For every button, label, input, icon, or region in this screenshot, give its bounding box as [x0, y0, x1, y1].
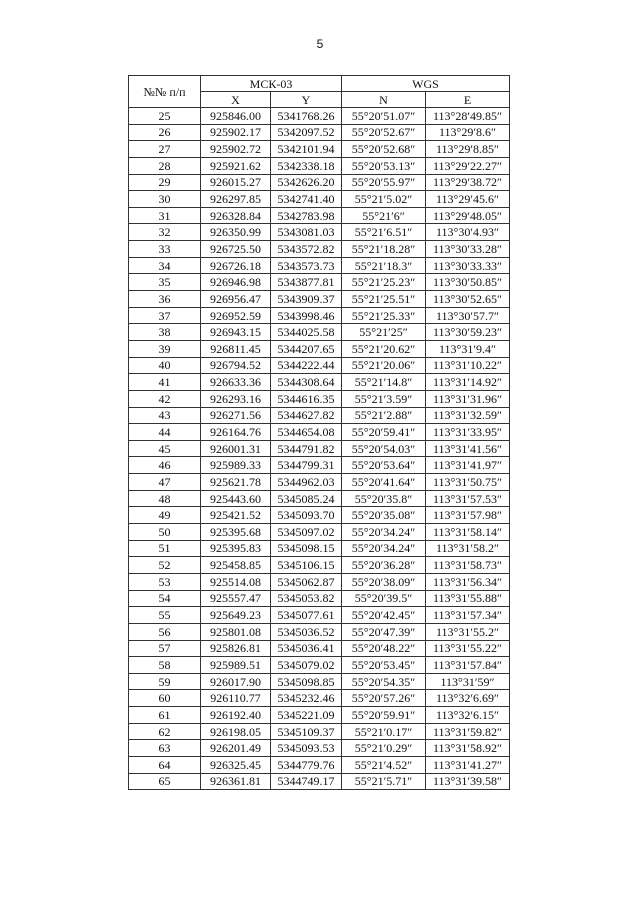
cell-x: 925421.52	[201, 507, 271, 524]
header-msk: МСК-03	[201, 76, 342, 92]
cell-number: 58	[129, 657, 201, 674]
cell-e: 113°29′45.6″	[426, 191, 510, 208]
cell-x: 925921.62	[201, 157, 271, 174]
table-row	[129, 673, 510, 690]
cell-x: 925514.08	[201, 573, 271, 590]
header-n: N	[342, 92, 426, 108]
cell-n: 55°20′59.91″	[342, 707, 426, 724]
cell-e: 113°30′33.28″	[426, 241, 510, 258]
table-row	[129, 274, 510, 291]
cell-y: 5345053.82	[271, 590, 342, 607]
cell-number: 31	[129, 207, 201, 224]
cell-n: 55°21′14.8″	[342, 374, 426, 391]
cell-x: 925557.47	[201, 590, 271, 607]
coordinates-table	[128, 75, 510, 790]
table-row	[129, 291, 510, 308]
cell-n: 55°20′42.45″	[342, 607, 426, 624]
cell-y: 5342101.94	[271, 141, 342, 158]
cell-y: 5344654.08	[271, 424, 342, 441]
cell-n: 55°20′52.68″	[342, 141, 426, 158]
cell-y: 5344799.31	[271, 457, 342, 474]
cell-x: 926794.52	[201, 357, 271, 374]
cell-y: 5342741.40	[271, 191, 342, 208]
cell-y: 5345232.46	[271, 690, 342, 707]
cell-x: 926633.36	[201, 374, 271, 391]
cell-x: 925846.00	[201, 108, 271, 125]
table-row	[129, 640, 510, 657]
cell-x: 926015.27	[201, 174, 271, 191]
cell-number: 57	[129, 640, 201, 657]
cell-e: 113°31′58.73″	[426, 557, 510, 574]
cell-n: 55°21′25.23″	[342, 274, 426, 291]
cell-n: 55°20′35.08″	[342, 507, 426, 524]
cell-y: 5343081.03	[271, 224, 342, 241]
cell-n: 55°20′38.09″	[342, 573, 426, 590]
cell-number: 55	[129, 607, 201, 624]
cell-number: 43	[129, 407, 201, 424]
cell-x: 925826.81	[201, 640, 271, 657]
cell-e: 113°31′41.27″	[426, 756, 510, 773]
cell-e: 113°31′14.92″	[426, 374, 510, 391]
cell-x: 926198.05	[201, 723, 271, 740]
cell-e: 113°29′38.72″	[426, 174, 510, 191]
table-row	[129, 507, 510, 524]
cell-n: 55°21′20.62″	[342, 340, 426, 357]
cell-x: 926361.81	[201, 773, 271, 790]
cell-x: 926271.56	[201, 407, 271, 424]
cell-e: 113°30′4.93″	[426, 224, 510, 241]
table-row	[129, 607, 510, 624]
cell-number: 42	[129, 390, 201, 407]
cell-y: 5345036.52	[271, 623, 342, 640]
cell-y: 5344779.76	[271, 756, 342, 773]
cell-y: 5345098.85	[271, 673, 342, 690]
cell-x: 926325.45	[201, 756, 271, 773]
cell-x: 925395.68	[201, 524, 271, 541]
cell-e: 113°31′58.14″	[426, 524, 510, 541]
cell-e: 113°31′59.82″	[426, 723, 510, 740]
table-row	[129, 540, 510, 557]
cell-n: 55°21′25″	[342, 324, 426, 341]
cell-y: 5345079.02	[271, 657, 342, 674]
cell-e: 113°28′49.85″	[426, 108, 510, 125]
table-row	[129, 157, 510, 174]
table-row	[129, 773, 510, 790]
table-row	[129, 108, 510, 125]
cell-n: 55°21′2.88″	[342, 407, 426, 424]
cell-y: 5345077.61	[271, 607, 342, 624]
cell-n: 55°21′18.28″	[342, 241, 426, 258]
cell-n: 55°20′34.24″	[342, 524, 426, 541]
cell-number: 56	[129, 623, 201, 640]
cell-number: 27	[129, 141, 201, 158]
cell-y: 5345093.53	[271, 740, 342, 757]
cell-y: 5342338.18	[271, 157, 342, 174]
cell-x: 926726.18	[201, 257, 271, 274]
cell-e: 113°31′57.84″	[426, 657, 510, 674]
table-row	[129, 374, 510, 391]
table-row	[129, 756, 510, 773]
table-row	[129, 573, 510, 590]
table-row	[129, 257, 510, 274]
cell-number: 53	[129, 573, 201, 590]
table-row	[129, 407, 510, 424]
cell-e: 113°31′41.56″	[426, 440, 510, 457]
table-row	[129, 657, 510, 674]
table-row	[129, 723, 510, 740]
cell-e: 113°31′58.92″	[426, 740, 510, 757]
cell-number: 63	[129, 740, 201, 757]
cell-n: 55°21′0.17″	[342, 723, 426, 740]
cell-n: 55°20′52.67″	[342, 124, 426, 141]
table-row	[129, 174, 510, 191]
cell-number: 47	[129, 474, 201, 491]
cell-number: 37	[129, 307, 201, 324]
cell-x: 926725.50	[201, 241, 271, 258]
cell-e: 113°31′55.88″	[426, 590, 510, 607]
cell-n: 55°21′18.3″	[342, 257, 426, 274]
cell-n: 55°21′6.51″	[342, 224, 426, 241]
cell-number: 51	[129, 540, 201, 557]
cell-y: 5344627.82	[271, 407, 342, 424]
cell-x: 926952.59	[201, 307, 271, 324]
cell-y: 5344025.58	[271, 324, 342, 341]
cell-n: 55°21′25.51″	[342, 291, 426, 308]
cell-x: 926192.40	[201, 707, 271, 724]
cell-e: 113°30′33.33″	[426, 257, 510, 274]
cell-y: 5343572.82	[271, 241, 342, 258]
cell-n: 55°20′57.26″	[342, 690, 426, 707]
cell-y: 5345062.87	[271, 573, 342, 590]
cell-e: 113°31′57.53″	[426, 490, 510, 507]
cell-e: 113°31′50.75″	[426, 474, 510, 491]
cell-number: 33	[129, 241, 201, 258]
page-number: 5	[316, 37, 324, 51]
cell-x: 925902.72	[201, 141, 271, 158]
cell-e: 113°31′56.34″	[426, 573, 510, 590]
cell-y: 5344791.82	[271, 440, 342, 457]
cell-number: 41	[129, 374, 201, 391]
cell-n: 55°21′6″	[342, 207, 426, 224]
cell-y: 5344222.44	[271, 357, 342, 374]
cell-e: 113°29′8.6″	[426, 124, 510, 141]
cell-e: 113°31′10.22″	[426, 357, 510, 374]
cell-number: 65	[129, 773, 201, 790]
table-row	[129, 124, 510, 141]
cell-number: 25	[129, 108, 201, 125]
cell-y: 5345093.70	[271, 507, 342, 524]
cell-number: 50	[129, 524, 201, 541]
cell-n: 55°20′51.07″	[342, 108, 426, 125]
cell-y: 5343909.37	[271, 291, 342, 308]
cell-x: 925443.60	[201, 490, 271, 507]
table-row	[129, 740, 510, 757]
cell-number: 45	[129, 440, 201, 457]
cell-y: 5342783.98	[271, 207, 342, 224]
table-row	[129, 191, 510, 208]
cell-e: 113°30′57.7″	[426, 307, 510, 324]
cell-n: 55°20′55.97″	[342, 174, 426, 191]
cell-number: 32	[129, 224, 201, 241]
cell-y: 5345085.24	[271, 490, 342, 507]
table-row	[129, 440, 510, 457]
table-row	[129, 224, 510, 241]
table-row	[129, 707, 510, 724]
cell-number: 46	[129, 457, 201, 474]
cell-n: 55°20′53.64″	[342, 457, 426, 474]
cell-number: 49	[129, 507, 201, 524]
cell-number: 62	[129, 723, 201, 740]
header-wgs: WGS	[342, 76, 510, 92]
cell-n: 55°21′5.02″	[342, 191, 426, 208]
cell-n: 55°20′39.5″	[342, 590, 426, 607]
cell-y: 5345097.02	[271, 524, 342, 541]
cell-e: 113°31′59″	[426, 673, 510, 690]
cell-n: 55°20′54.35″	[342, 673, 426, 690]
table-row	[129, 357, 510, 374]
cell-y: 5344962.03	[271, 474, 342, 491]
cell-e: 113°29′48.05″	[426, 207, 510, 224]
cell-y: 5345036.41	[271, 640, 342, 657]
cell-e: 113°30′50.85″	[426, 274, 510, 291]
cell-x: 926110.77	[201, 690, 271, 707]
table-row	[129, 690, 510, 707]
cell-number: 28	[129, 157, 201, 174]
cell-x: 925395.83	[201, 540, 271, 557]
cell-n: 55°20′53.13″	[342, 157, 426, 174]
cell-y: 5342626.20	[271, 174, 342, 191]
cell-e: 113°30′59.23″	[426, 324, 510, 341]
cell-y: 5345109.37	[271, 723, 342, 740]
cell-n: 55°20′59.41″	[342, 424, 426, 441]
cell-y: 5343877.81	[271, 274, 342, 291]
table-row	[129, 324, 510, 341]
cell-x: 926164.76	[201, 424, 271, 441]
table-row	[129, 307, 510, 324]
cell-e: 113°32′6.69″	[426, 690, 510, 707]
cell-y: 5341768.26	[271, 108, 342, 125]
cell-x: 926946.98	[201, 274, 271, 291]
table-row	[129, 340, 510, 357]
cell-number: 54	[129, 590, 201, 607]
cell-x: 926350.99	[201, 224, 271, 241]
table-row	[129, 474, 510, 491]
cell-e: 113°31′58.2″	[426, 540, 510, 557]
cell-n: 55°20′36.28″	[342, 557, 426, 574]
header-y: Y	[271, 92, 342, 108]
cell-n: 55°21′20.06″	[342, 357, 426, 374]
table-header	[129, 76, 510, 108]
cell-y: 5342097.52	[271, 124, 342, 141]
cell-x: 926001.31	[201, 440, 271, 457]
cell-y: 5343998.46	[271, 307, 342, 324]
cell-e: 113°31′55.22″	[426, 640, 510, 657]
table-row	[129, 557, 510, 574]
cell-number: 61	[129, 707, 201, 724]
header-x: X	[201, 92, 271, 108]
cell-x: 926943.15	[201, 324, 271, 341]
cell-e: 113°31′39.58″	[426, 773, 510, 790]
table-row	[129, 390, 510, 407]
cell-n: 55°20′54.03″	[342, 440, 426, 457]
cell-y: 5344308.64	[271, 374, 342, 391]
cell-x: 925989.33	[201, 457, 271, 474]
header-e: E	[426, 92, 510, 108]
table-row	[129, 141, 510, 158]
cell-e: 113°31′33.95″	[426, 424, 510, 441]
cell-x: 926328.84	[201, 207, 271, 224]
cell-x: 926297.85	[201, 191, 271, 208]
cell-x: 925621.78	[201, 474, 271, 491]
cell-number: 48	[129, 490, 201, 507]
cell-e: 113°31′41.97″	[426, 457, 510, 474]
cell-x: 925902.17	[201, 124, 271, 141]
cell-n: 55°20′47.39″	[342, 623, 426, 640]
cell-y: 5345098.15	[271, 540, 342, 557]
cell-y: 5344749.17	[271, 773, 342, 790]
table-row	[129, 623, 510, 640]
table-row	[129, 457, 510, 474]
cell-number: 64	[129, 756, 201, 773]
cell-e: 113°29′22.27″	[426, 157, 510, 174]
cell-e: 113°31′55.2″	[426, 623, 510, 640]
cell-x: 926017.90	[201, 673, 271, 690]
cell-n: 55°20′35.8″	[342, 490, 426, 507]
cell-y: 5345221.09	[271, 707, 342, 724]
table-row	[129, 424, 510, 441]
cell-number: 38	[129, 324, 201, 341]
cell-e: 113°30′52.65″	[426, 291, 510, 308]
table-row	[129, 590, 510, 607]
cell-number: 40	[129, 357, 201, 374]
header-row-number: №№ п/п	[129, 76, 201, 108]
cell-e: 113°32′6.15″	[426, 707, 510, 724]
cell-x: 926811.45	[201, 340, 271, 357]
cell-e: 113°31′57.34″	[426, 607, 510, 624]
cell-e: 113°31′57.98″	[426, 507, 510, 524]
cell-x: 925801.08	[201, 623, 271, 640]
cell-number: 35	[129, 274, 201, 291]
cell-n: 55°21′5.71″	[342, 773, 426, 790]
cell-e: 113°29′8.85″	[426, 141, 510, 158]
table-body	[129, 108, 510, 790]
table-row	[129, 207, 510, 224]
cell-y: 5344616.35	[271, 390, 342, 407]
cell-number: 44	[129, 424, 201, 441]
cell-y: 5343573.73	[271, 257, 342, 274]
cell-number: 39	[129, 340, 201, 357]
cell-e: 113°31′9.4″	[426, 340, 510, 357]
cell-number: 60	[129, 690, 201, 707]
cell-n: 55°20′53.45″	[342, 657, 426, 674]
cell-number: 30	[129, 191, 201, 208]
cell-x: 926956.47	[201, 291, 271, 308]
cell-e: 113°31′32.59″	[426, 407, 510, 424]
cell-number: 52	[129, 557, 201, 574]
cell-x: 926201.49	[201, 740, 271, 757]
cell-n: 55°21′0.29″	[342, 740, 426, 757]
cell-n: 55°20′34.24″	[342, 540, 426, 557]
table-row	[129, 490, 510, 507]
cell-number: 36	[129, 291, 201, 308]
cell-number: 34	[129, 257, 201, 274]
cell-x: 925989.51	[201, 657, 271, 674]
cell-number: 59	[129, 673, 201, 690]
cell-x: 925458.85	[201, 557, 271, 574]
cell-number: 26	[129, 124, 201, 141]
cell-e: 113°31′31.96″	[426, 390, 510, 407]
cell-n: 55°21′25.33″	[342, 307, 426, 324]
cell-x: 925649.23	[201, 607, 271, 624]
table-row	[129, 241, 510, 258]
cell-x: 926293.16	[201, 390, 271, 407]
cell-n: 55°20′41.64″	[342, 474, 426, 491]
cell-n: 55°21′4.52″	[342, 756, 426, 773]
table-row	[129, 524, 510, 541]
cell-number: 29	[129, 174, 201, 191]
cell-y: 5345106.15	[271, 557, 342, 574]
cell-y: 5344207.65	[271, 340, 342, 357]
cell-n: 55°20′48.22″	[342, 640, 426, 657]
cell-n: 55°21′3.59″	[342, 390, 426, 407]
